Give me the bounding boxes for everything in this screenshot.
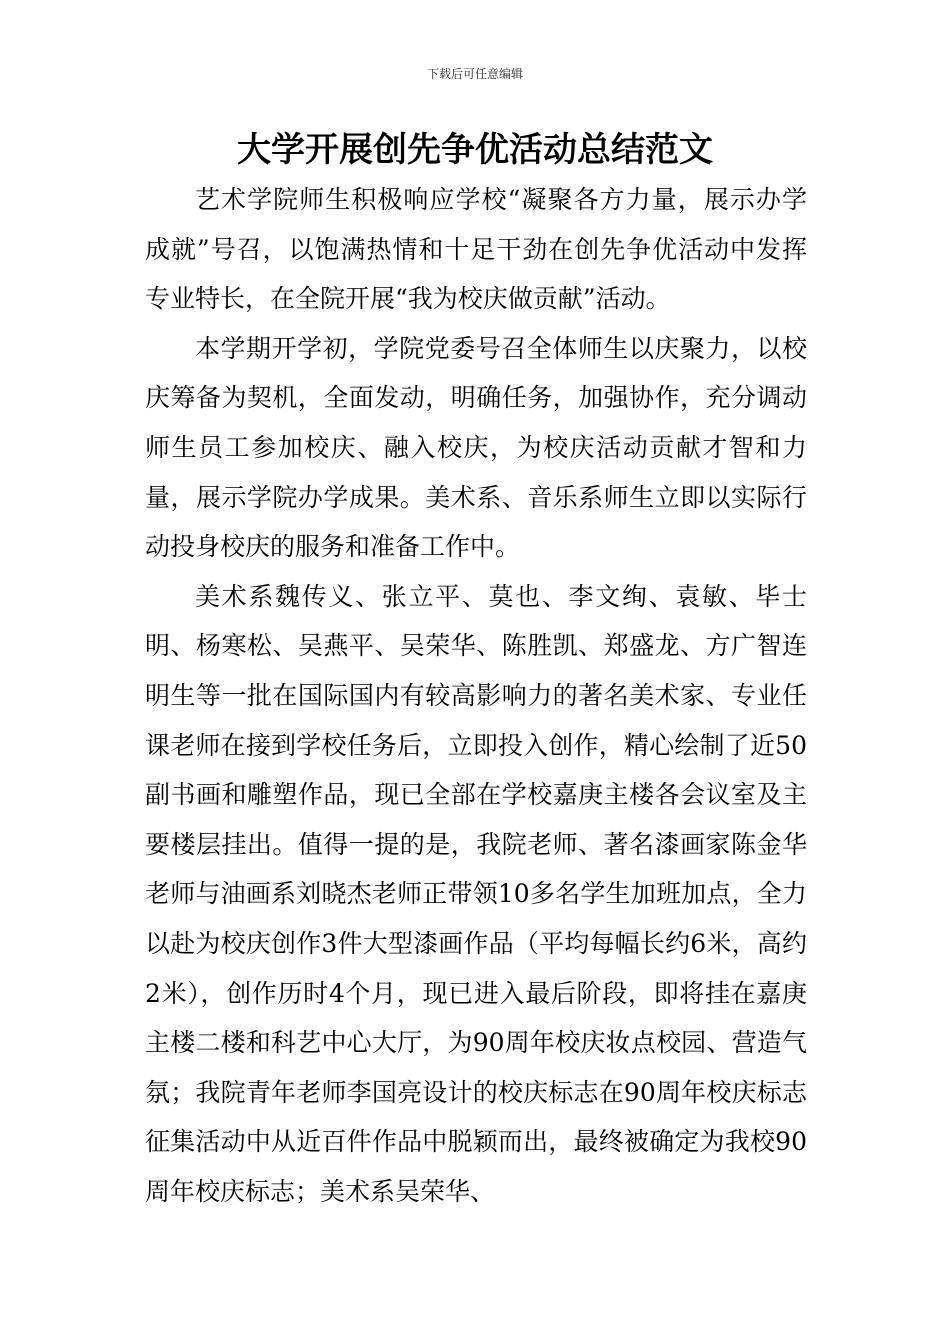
paragraph-1: 艺术学院师生积极响应学校“凝聚各方力量，展示办学成就”号召，以饱满热情和十足干劲在创先争优活动中发挥专业特长，在全院开展“我为校庆做贡献”活动。 — [145, 185, 807, 314]
paragraph-2: 本学期开学初，学院党委号召全体师生以庆聚力，以校庆筹备为契机，全面发动，明确任务，加强协作，充分调动师生员工参加校庆、融入校庆，为校庆活动贡献才智和力量，展示学院办学成果。美术系、音乐系师生立即以实际行动投身校庆的服务和准备工作中。 — [145, 333, 807, 562]
header-note: 下载后可任意编辑 — [426, 67, 523, 81]
paragraph-3: 美术系魏传义、张立平、莫也、李文绚、袁敏、毕士明、杨寒松、吴燕平、吴荣华、陈胜凯、郑盛龙、方广智连明生等一批在国际国内有较高影响力的著名美术家、专业任课老师在接到学校任务后，立即投入创作，精心绘制了近50副书画和雕塑作品，现已全部在学校嘉庚主楼各会议室及主要楼层挂出。值得一提的是，我院老师、著名漆画家陈金华老师与油画系刘晓杰老师正带领10多名学生加班加点，全力以赴为校庆创作3件大型漆画作品（平均每幅长约6米，高约2米），创作历时4个月，现已进入最后阶段，即将挂在嘉庚主楼二楼和科艺中心大厅，为90周年校庆妆点校园、营造气氛；我院青年老师李国亮设计的校庆标志在90周年校庆标志征集活动中从近百件作品中脱颖而出，最终被确定为我校90周年校庆标志；美术系吴荣华、 — [145, 581, 807, 1206]
document-body — [145, 175, 807, 1216]
document-title: 大学开展创先争优活动总结范文 — [237, 130, 713, 170]
